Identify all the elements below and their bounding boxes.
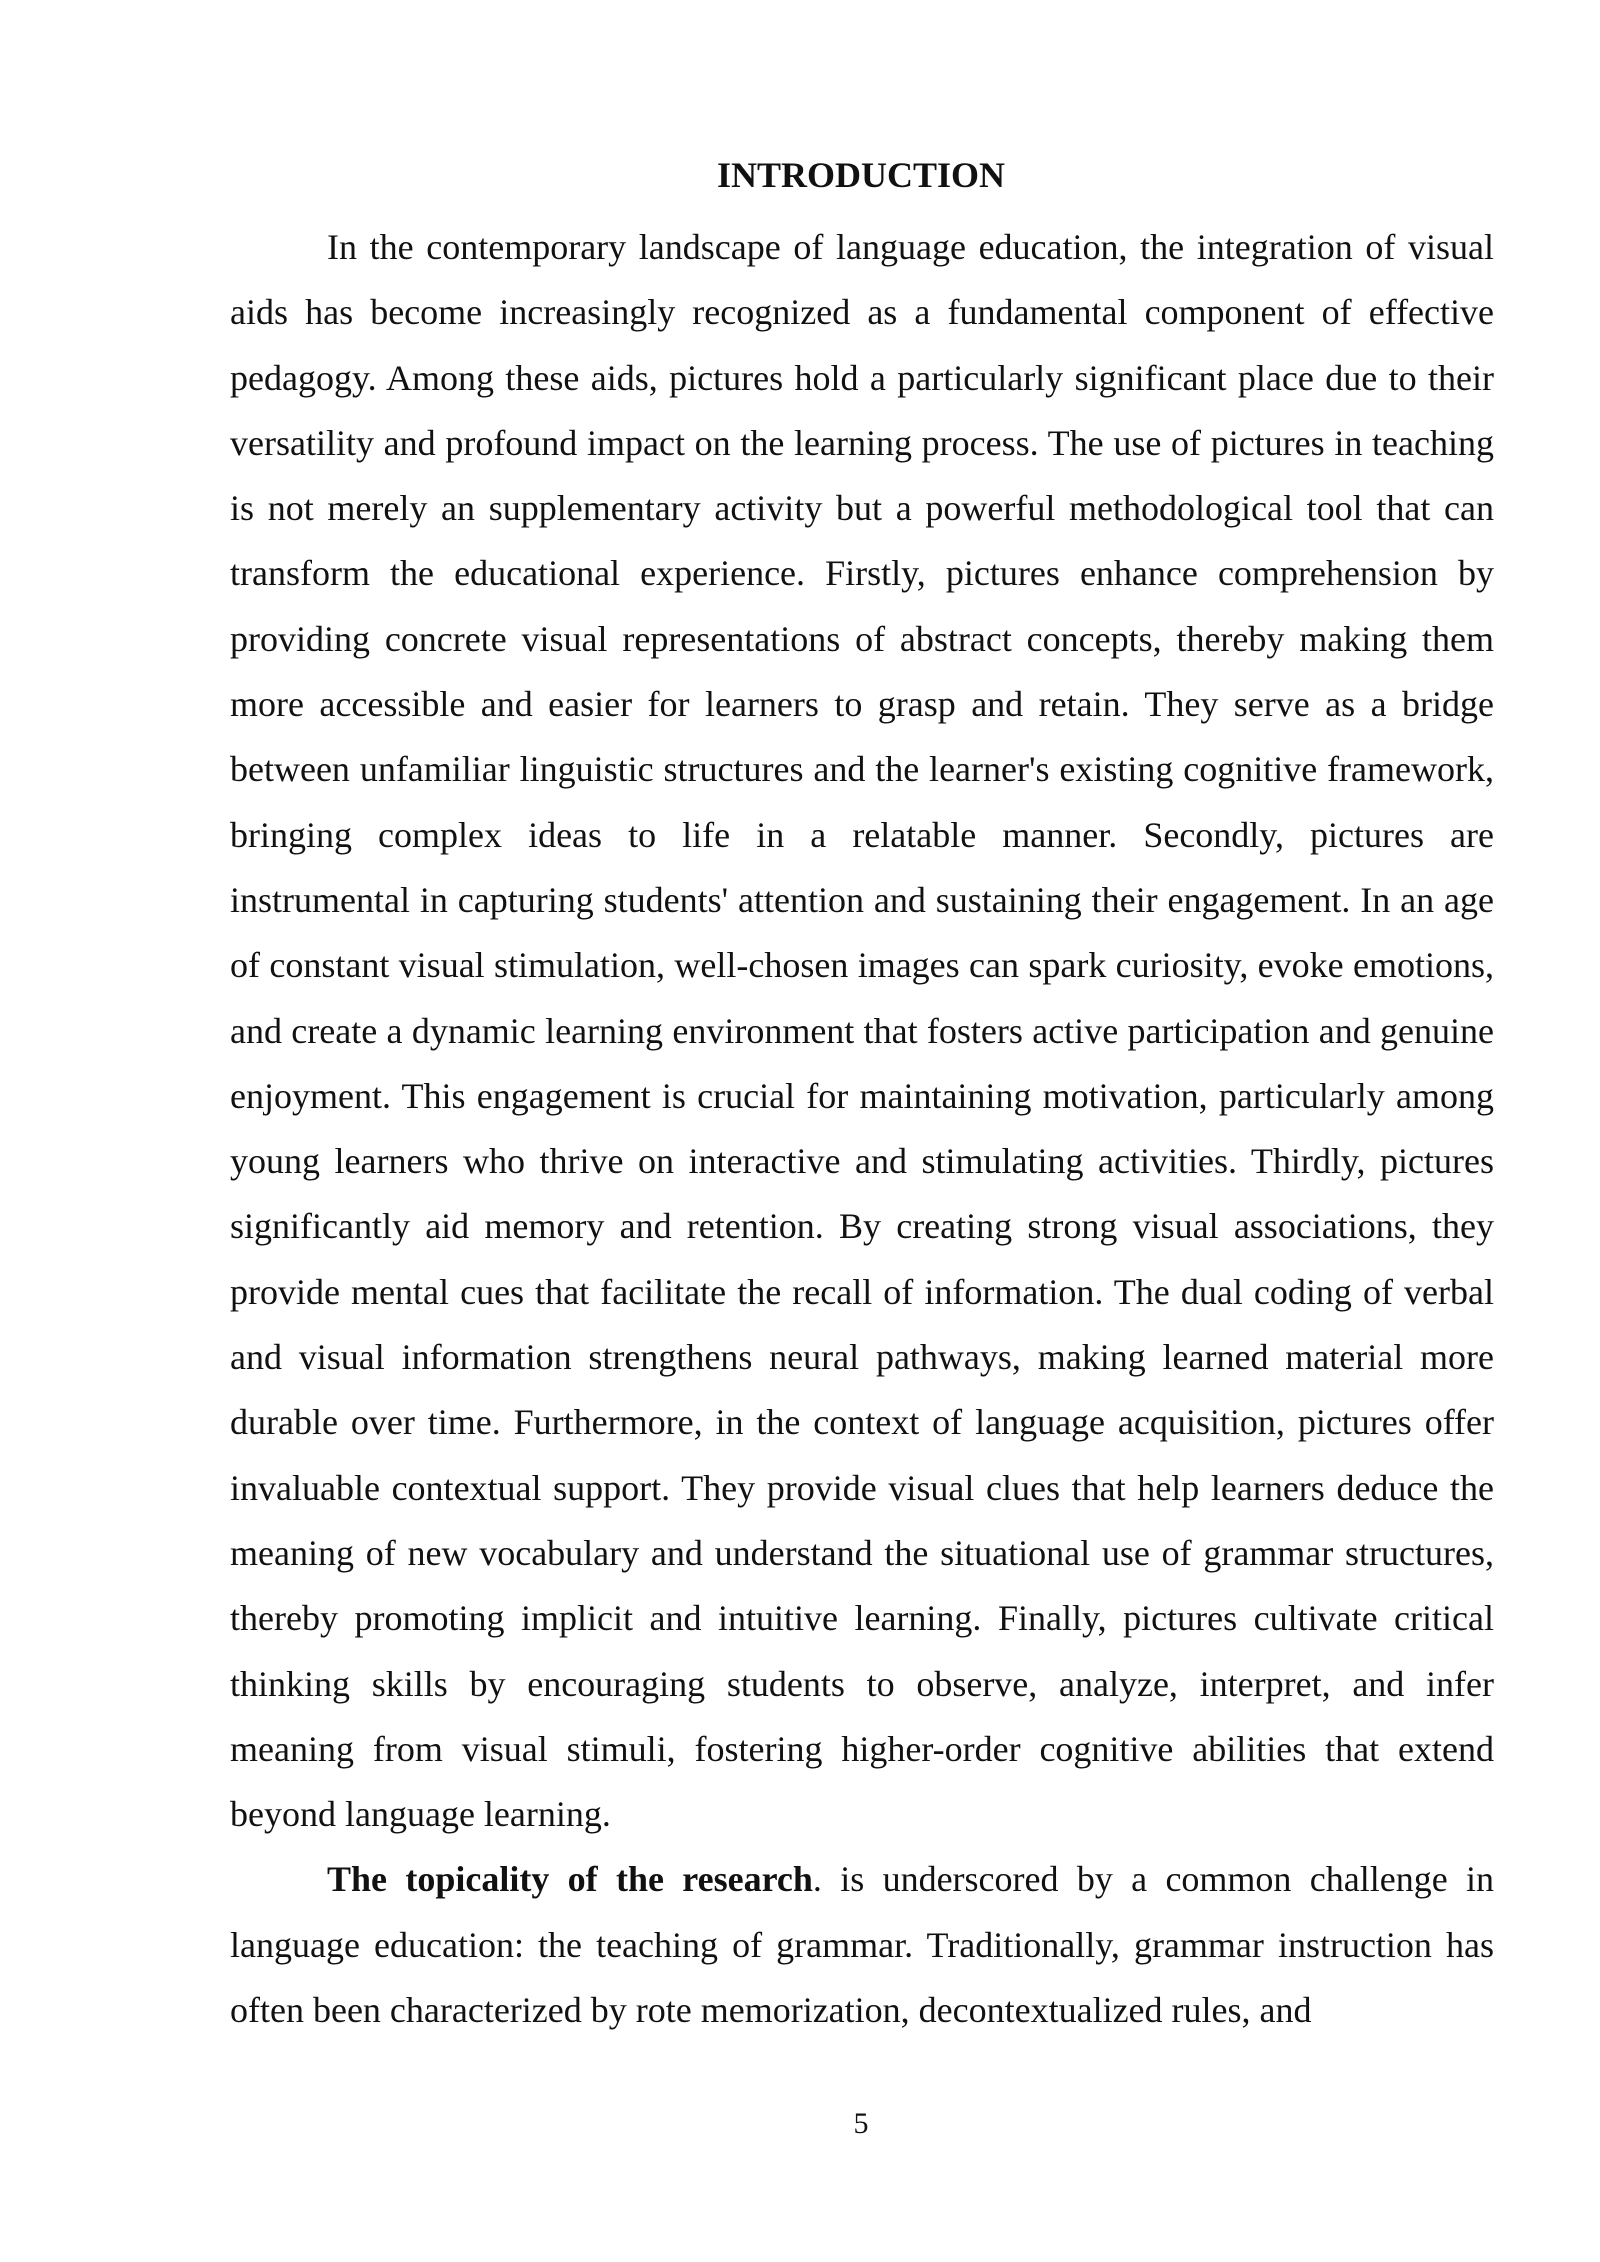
- body-text: [230, 215, 1494, 2043]
- page-title: INTRODUCTION: [716, 155, 1006, 195]
- intro-paragraph: In the contemporary landscape of language education, the integration of visual aids has become increasingly recognized as a fundamental component of effective pedagogy. Among these aids, pictures hold a particularly significant place due to their versatility and profound impact on the learning process. The use of pictures in teaching is not merely an supplementary activity but a powerful methodological tool that can transform the educational experience. Firstly, pictures enhance comprehension by providing concrete visual representations of abstract concepts, thereby making them more accessible and easier for learners to grasp and retain. They serve as a bridge between unfamiliar linguistic structures and the learner's existing cognitive framework, bringing complex ideas to life in a relatable manner. Secondly, pictures are instrumental in capturing students' attention and sustaining their engagement. In an age of constant visual stimulation, well-chosen images can spark curiosity, evoke emotions, and create a dynamic learning environment that fosters active participation and genuine enjoyment. This engagement is crucial for maintaining motivation, particularly among young learners who thrive on interactive and stimulating activities. Thirdly, pictures significantly aid memory and retention. By creating strong visual associations, they provide mental cues that facilitate the recall of information. The dual coding of verbal and visual information strengthens neural pathways, making learned material more durable over time. Furthermore, in the context of language acquisition, pictures offer invaluable contextual support. They provide visual clues that help learners deduce the meaning of new vocabulary and understand the situational use of grammar structures, thereby promoting implicit and intuitive learning. Finally, pictures cultivate critical thinking skills by encouraging students to observe, analyze, interpret, and infer meaning from visual stimuli, fostering higher-order cognitive abilities that extend beyond language learning.: [230, 227, 1494, 1835]
- page-number: 5: [853, 2107, 869, 2140]
- topicality-heading: The topicality of the research: [327, 1859, 813, 1900]
- topicality-text: . is underscored by a common challenge in language education: the teaching of grammar. Traditionally, grammar instruction has often been characterized by rote memorization, decontextualized rules, and: [230, 1859, 1494, 2031]
- topicality-paragraph: [230, 1847, 1494, 2043]
